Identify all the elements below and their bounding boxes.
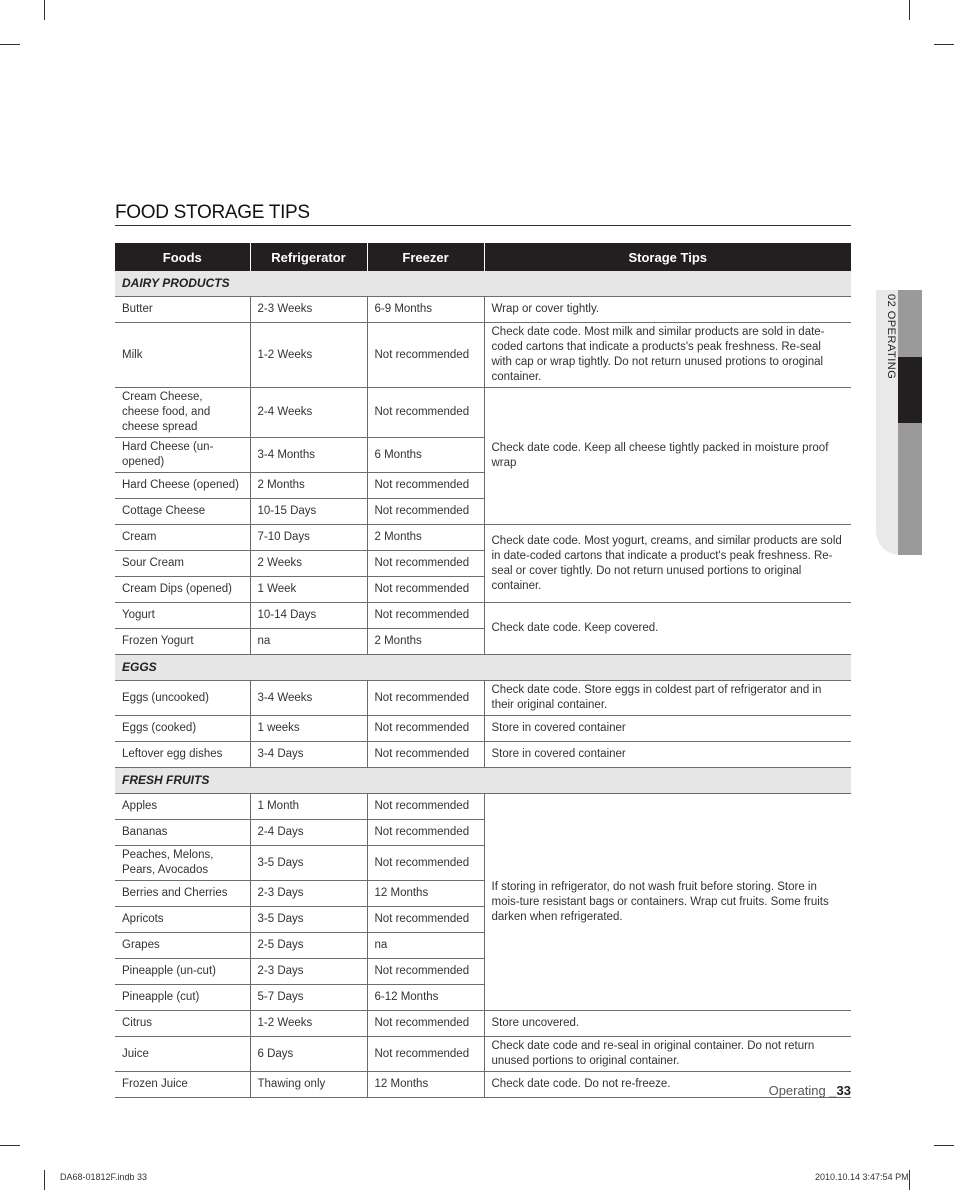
food-cell: Sour Cream [115, 551, 250, 577]
table-row [115, 1011, 851, 1037]
table-row [115, 323, 851, 388]
table-row [115, 297, 851, 323]
food-cell: Yogurt [115, 603, 250, 629]
freezer-cell: Not recommended [367, 323, 484, 388]
freezer-cell: Not recommended [367, 499, 484, 525]
refrigerator-cell: 1 Month [250, 794, 367, 820]
refrigerator-cell: 2-3 Weeks [250, 297, 367, 323]
table-row [115, 681, 851, 716]
food-cell: Eggs (cooked) [115, 716, 250, 742]
food-cell: Eggs (uncooked) [115, 681, 250, 716]
food-cell: Frozen Yogurt [115, 629, 250, 655]
food-cell: Peaches, Melons, Pears, Avocados [115, 846, 250, 881]
food-cell: Butter [115, 297, 250, 323]
freezer-cell: 2 Months [367, 629, 484, 655]
freezer-cell: Not recommended [367, 907, 484, 933]
food-storage-table [115, 243, 851, 1098]
refrigerator-cell: 3-5 Days [250, 907, 367, 933]
freezer-cell: Not recommended [367, 742, 484, 768]
table-row [115, 1037, 851, 1072]
storage-tip-cell: Store in covered container [484, 716, 851, 742]
refrigerator-cell: 6 Days [250, 1037, 367, 1072]
freezer-cell: Not recommended [367, 473, 484, 499]
freezer-cell: 12 Months [367, 1072, 484, 1098]
refrigerator-cell: 1 Week [250, 577, 367, 603]
refrigerator-cell: na [250, 629, 367, 655]
title-divider [115, 225, 851, 226]
freezer-cell: Not recommended [367, 577, 484, 603]
storage-tip-cell: Check date code. Most yogurt, creams, and similar products are sold in date-coded cartons that indicate a product's peak freshness. Re-seal or cover tightly. Do not return unused portions to original container. [484, 525, 851, 603]
table-row [115, 388, 851, 438]
refrigerator-cell: 5-7 Days [250, 985, 367, 1011]
freezer-cell: Not recommended [367, 794, 484, 820]
food-cell: Cream Dips (opened) [115, 577, 250, 603]
refrigerator-cell: 1-2 Weeks [250, 1011, 367, 1037]
freezer-cell: 2 Months [367, 525, 484, 551]
category-row [115, 768, 851, 794]
crop-mark [934, 1145, 954, 1146]
food-cell: Bananas [115, 820, 250, 846]
refrigerator-cell: 3-4 Days [250, 742, 367, 768]
food-cell: Leftover egg dishes [115, 742, 250, 768]
food-cell: Apples [115, 794, 250, 820]
refrigerator-cell: 10-15 Days [250, 499, 367, 525]
table-row [115, 742, 851, 768]
storage-tip-cell: Check date code. Do not re-freeze. [484, 1072, 851, 1098]
side-tab-marker [898, 357, 922, 423]
food-cell: Pineapple (cut) [115, 985, 250, 1011]
freezer-cell: Not recommended [367, 820, 484, 846]
category-label: FRESH FRUITS [115, 768, 851, 794]
print-slug-file: DA68-01812F.indb 33 [60, 1172, 148, 1182]
freezer-cell: Not recommended [367, 846, 484, 881]
category-label: DAIRY PRODUCTS [115, 271, 851, 297]
refrigerator-cell: 3-4 Weeks [250, 681, 367, 716]
storage-tip-cell: If storing in refrigerator, do not wash fruit before storing. Store in mois-ture resistant bags or containers. Wrap cut fruits. Some fruits darken when refrigerated. [484, 794, 851, 1011]
refrigerator-cell: Thawing only [250, 1072, 367, 1098]
refrigerator-cell: 2 Months [250, 473, 367, 499]
food-cell: Cream Cheese, cheese food, and cheese spread [115, 388, 250, 438]
food-cell: Milk [115, 323, 250, 388]
refrigerator-cell: 2-3 Days [250, 881, 367, 907]
side-tab-label: 02 OPERATING [885, 294, 897, 380]
refrigerator-cell: 10-14 Days [250, 603, 367, 629]
crop-mark [44, 1170, 45, 1190]
freezer-cell: 6-12 Months [367, 985, 484, 1011]
food-cell: Juice [115, 1037, 250, 1072]
refrigerator-cell: 2-4 Days [250, 820, 367, 846]
food-cell: Berries and Cherries [115, 881, 250, 907]
table-header-row [115, 243, 851, 271]
freezer-cell: 12 Months [367, 881, 484, 907]
column-header: Freezer [367, 243, 484, 271]
refrigerator-cell: 2-5 Days [250, 933, 367, 959]
refrigerator-cell: 2-3 Days [250, 959, 367, 985]
refrigerator-cell: 7-10 Days [250, 525, 367, 551]
table-row [115, 794, 851, 820]
food-cell: Hard Cheese (un-opened) [115, 438, 250, 473]
refrigerator-cell: 3-4 Months [250, 438, 367, 473]
freezer-cell: Not recommended [367, 1037, 484, 1072]
food-cell: Frozen Juice [115, 1072, 250, 1098]
crop-mark [934, 44, 954, 45]
print-slug-stamp: 2010.10.14 3:47:54 PM [815, 1172, 909, 1182]
page-footer [769, 1083, 851, 1098]
crop-mark [0, 44, 20, 45]
storage-tip-cell: Check date code and re-seal in original container. Do not return unused portions to original container. [484, 1037, 851, 1072]
storage-tip-cell: Check date code. Keep covered. [484, 603, 851, 655]
storage-tip-cell: Check date code. Store eggs in coldest part of refrigerator and in their original container. [484, 681, 851, 716]
storage-tip-cell: Store uncovered. [484, 1011, 851, 1037]
food-cell: Citrus [115, 1011, 250, 1037]
category-label: EGGS [115, 655, 851, 681]
food-cell: Apricots [115, 907, 250, 933]
food-cell: Hard Cheese (opened) [115, 473, 250, 499]
storage-tip-cell: Store in covered container [484, 742, 851, 768]
table-row [115, 1072, 851, 1098]
table-row [115, 525, 851, 551]
crop-mark [44, 0, 45, 20]
food-cell: Pineapple (un-cut) [115, 959, 250, 985]
freezer-cell: Not recommended [367, 681, 484, 716]
crop-mark [909, 1170, 910, 1190]
freezer-cell: 6-9 Months [367, 297, 484, 323]
storage-tip-cell: Check date code. Most milk and similar products are sold in date-coded cartons that indicate a products's peak freshness. Re-seal with cap or wrap tightly. Do not return unused protions to oroginal container. [484, 323, 851, 388]
refrigerator-cell: 2 Weeks [250, 551, 367, 577]
category-row [115, 271, 851, 297]
column-header: Storage Tips [484, 243, 851, 271]
crop-mark [909, 0, 910, 20]
freezer-cell: Not recommended [367, 1011, 484, 1037]
refrigerator-cell: 1-2 Weeks [250, 323, 367, 388]
table-row [115, 716, 851, 742]
column-header: Refrigerator [250, 243, 367, 271]
footer-section: Operating _ [768, 1083, 837, 1098]
freezer-cell: Not recommended [367, 388, 484, 438]
storage-tip-cell: Check date code. Keep all cheese tightly packed in moisture proof wrap [484, 388, 851, 525]
freezer-cell: Not recommended [367, 959, 484, 985]
food-cell: Cottage Cheese [115, 499, 250, 525]
food-cell: Cream [115, 525, 250, 551]
category-row [115, 655, 851, 681]
freezer-cell: Not recommended [367, 716, 484, 742]
freezer-cell: Not recommended [367, 551, 484, 577]
table-body [115, 271, 851, 1098]
refrigerator-cell: 1 weeks [250, 716, 367, 742]
food-cell: Grapes [115, 933, 250, 959]
refrigerator-cell: 3-5 Days [250, 846, 367, 881]
freezer-cell: Not recommended [367, 603, 484, 629]
page-number: 33 [836, 1083, 851, 1098]
freezer-cell: 6 Months [367, 438, 484, 473]
table-row [115, 603, 851, 629]
crop-mark [0, 1145, 20, 1146]
refrigerator-cell: 2-4 Weeks [250, 388, 367, 438]
column-header: Foods [115, 243, 250, 271]
freezer-cell: na [367, 933, 484, 959]
page-title: FOOD STORAGE TIPS [115, 202, 310, 223]
storage-tip-cell: Wrap or cover tightly. [484, 297, 851, 323]
